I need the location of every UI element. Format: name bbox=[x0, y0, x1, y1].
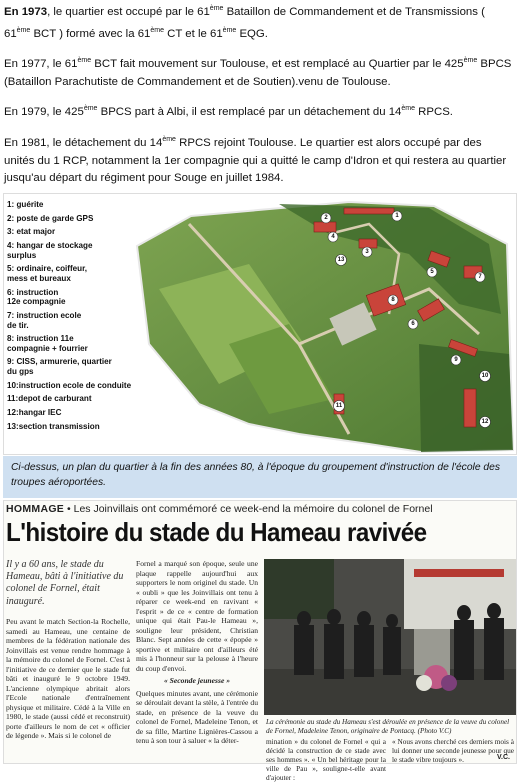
text: , le quartier est occupé par le 61 bbox=[47, 6, 210, 18]
ceremony-photo bbox=[264, 559, 516, 715]
byline: V.C. bbox=[497, 754, 510, 761]
quarter-plan bbox=[3, 193, 517, 455]
svg-text:7: 7 bbox=[478, 274, 482, 280]
text: Bataillon de Commandement et de Transmissions ( 61 bbox=[4, 6, 485, 40]
text: BPCS part à Albi, il est remplacé par un détachement du 14 bbox=[97, 106, 402, 119]
sup: ème bbox=[209, 5, 224, 12]
map-tag-7 bbox=[475, 272, 485, 282]
legend-item: 13:section transmission bbox=[7, 421, 100, 431]
building bbox=[344, 208, 394, 214]
sup: ème bbox=[401, 105, 415, 113]
text: En 1981, le détachement du 14 bbox=[4, 136, 163, 149]
plan-legend bbox=[7, 200, 132, 436]
map-tag-1 bbox=[392, 211, 402, 221]
article-column-4: « Nous avons cherché ces derniers mois à lui donner une seconde jeunesse pour que le stade vibre toujours ». bbox=[392, 737, 514, 764]
plan-caption: Ci-dessus, un plan du quartier à la fin des années 80, à l'époque du groupement d'instruction de l'école des troupes aéroportées. bbox=[3, 456, 517, 498]
sup: ème bbox=[222, 26, 237, 34]
article-column-3: mination » du colonel de Fornel « qui a décidé la construction de ce stade avec ses hommes ». « Un bel héritage pour la ville de Pau », souligne-t-elle avant d'ajouter : bbox=[266, 737, 386, 782]
building bbox=[359, 239, 377, 248]
legend-item: 4: hangar de stockage surplus bbox=[7, 241, 93, 260]
article-column-1: Peu avant le match Section-la Rochelle, samedi au Hameau, une centaine de membres de la fédération nationale des Joinvillais est venue rendre hommage à la mémoire du colonel de Fornel. C'est à l'initiative de ce dernier que le stade fut bâti et inauguré le 9 octobre 1949. L'ancienne olympique abritait alors l'Ecole nationale d'entraînement physique et militaire. Cédé à la Ville en 1980, le stade (aussi cédé et reconstruit) porte d'ailleurs le nom de cet « officier de légende ». Mais si le colonel de bbox=[6, 617, 130, 740]
subheading: « Seconde jeunesse » bbox=[163, 676, 231, 685]
article-kicker bbox=[6, 503, 433, 515]
map-tag-3 bbox=[362, 247, 372, 257]
paragraph-1977 bbox=[4, 52, 514, 91]
sup: ème bbox=[463, 57, 478, 65]
svg-text:3: 3 bbox=[365, 249, 369, 255]
text: En 1977, le 61 bbox=[4, 58, 78, 71]
year-1973: En 1973 bbox=[4, 6, 48, 18]
map-tag-10 bbox=[480, 371, 491, 382]
paragraph-1979 bbox=[4, 100, 514, 122]
text: BCT ) formé avec la 61 bbox=[30, 27, 151, 40]
newspaper-clipping bbox=[3, 500, 517, 782]
column-2-text-b: Quelques minutes avant, une cérémonie se déroulait devant la stèle, à l'entrée du stade, en présence de la veuve du colonel de Fornel, Madeleine Tenon, et de sa fille, Martine Lignières-Cassou a tenu à son tour à saluer « la déter- bbox=[136, 688, 258, 745]
legend-item: 7: instruction ecole de tir. bbox=[7, 310, 82, 330]
svg-text:9: 9 bbox=[454, 357, 458, 363]
svg-text:11: 11 bbox=[335, 403, 343, 409]
intro-text bbox=[4, 0, 514, 197]
svg-text:1: 1 bbox=[395, 213, 399, 219]
building bbox=[464, 389, 476, 427]
map-tag-5 bbox=[427, 267, 437, 277]
text: BCT fait mouvement sur Toulouse, et est remplacé au Quartier par le 425 bbox=[91, 58, 464, 71]
text: EQG. bbox=[236, 27, 268, 40]
legend-item: 6: instruction 12e compagnie bbox=[7, 287, 66, 307]
text: CT et le 61 bbox=[164, 27, 223, 40]
map-tag-4 bbox=[328, 232, 338, 242]
map-tag-12 bbox=[480, 417, 491, 428]
svg-text:10: 10 bbox=[481, 373, 489, 379]
text: RPCS rejoint Toulouse. Le quartier est alors occupé par des unités du 1 RCP, notamment la 1er compagnie qui a quitté le camp d'Idron et qui restera au quartier jusqu'au départ du régiment pour Souge en juillet 1984. bbox=[4, 136, 507, 185]
sup: ème bbox=[77, 57, 92, 65]
map-tag-2 bbox=[321, 213, 331, 223]
paragraph-1981 bbox=[4, 131, 514, 188]
svg-text:13: 13 bbox=[337, 257, 345, 263]
map-tag-9 bbox=[451, 355, 461, 365]
legend-item: 1: guérite bbox=[7, 200, 44, 209]
svg-text:4: 4 bbox=[331, 234, 335, 240]
sup: ème bbox=[16, 26, 31, 34]
kicker-label: HOMMAGE bbox=[6, 503, 65, 515]
sup: ème bbox=[150, 26, 164, 34]
legend-item: 8: instruction 11e compagnie + fourrier bbox=[7, 334, 88, 353]
sup: ème bbox=[162, 135, 176, 143]
text: BPCS (Bataillon Parachutiste de Commandement et de Soutien).venu de Toulouse. bbox=[4, 58, 512, 88]
legend-item: 9: CISS, armurerie, quartier du gps bbox=[7, 357, 112, 377]
legend-item: 10:instruction ecole de conduite bbox=[7, 380, 132, 390]
legend-item: 3: etat major bbox=[7, 227, 56, 237]
legend-item: 12:hangar IEC bbox=[7, 408, 62, 418]
aerial-photo bbox=[129, 194, 518, 456]
kicker-text: • Les Joinvillais ont commémoré ce week-end la mémoire du colonel de Fornel bbox=[64, 503, 433, 515]
sup: ème bbox=[83, 105, 98, 113]
text: En 1979, le 425 bbox=[4, 106, 84, 119]
article-column-2 bbox=[136, 559, 258, 746]
article-headline: L'histoire du stade du Hameau ravivée bbox=[6, 517, 427, 547]
svg-text:12: 12 bbox=[481, 419, 489, 425]
map-tag-6 bbox=[408, 319, 418, 329]
map-tag-13 bbox=[336, 255, 347, 266]
article-lede: Il y a 60 ans, le stade du Hameau, bâti à l'initiative du colonel de Fornel, était inauguré. bbox=[6, 559, 124, 607]
legend-item: 2: poste de garde GPS bbox=[7, 213, 94, 223]
photo-caption: La cérémonie au stade du Hameau s'est déroulée en présence de la veuve du colonel de Fornel, Madeleine Tenon, originaire de Pontacq. (Photo V.C) bbox=[266, 718, 510, 735]
svg-text:5: 5 bbox=[430, 269, 434, 275]
map-tag-11 bbox=[334, 401, 345, 412]
paragraph-1973 bbox=[4, 0, 514, 43]
legend-item: 5: ordinaire, coiffeur, mess et bureaux bbox=[7, 264, 88, 283]
svg-text:8: 8 bbox=[391, 297, 395, 303]
building bbox=[314, 222, 336, 232]
column-2-text: Fornel a marqué son époque, seule une plaque rappelle aujourd'hui aux supporters le nom originel du stade. Un « oubli » que les Joinvillais ont tenu à réparer ce week-end en ravivant « l'esprit » de ce « centre de formation unique qui était Pau-le Hameau », souligne leur président, Christian Blanc. Sept années de cette « épopée » sportive et militaire ont d'ailleurs été mis à l'honneur sur la pelouse à l'heure du coup d'envoi. bbox=[136, 559, 258, 673]
svg-text:6: 6 bbox=[411, 321, 415, 327]
map-tag-8 bbox=[388, 295, 398, 305]
text: RPCS. bbox=[414, 106, 453, 119]
svg-text:2: 2 bbox=[324, 215, 328, 221]
legend-item: 11:depot de carburant bbox=[7, 394, 92, 404]
